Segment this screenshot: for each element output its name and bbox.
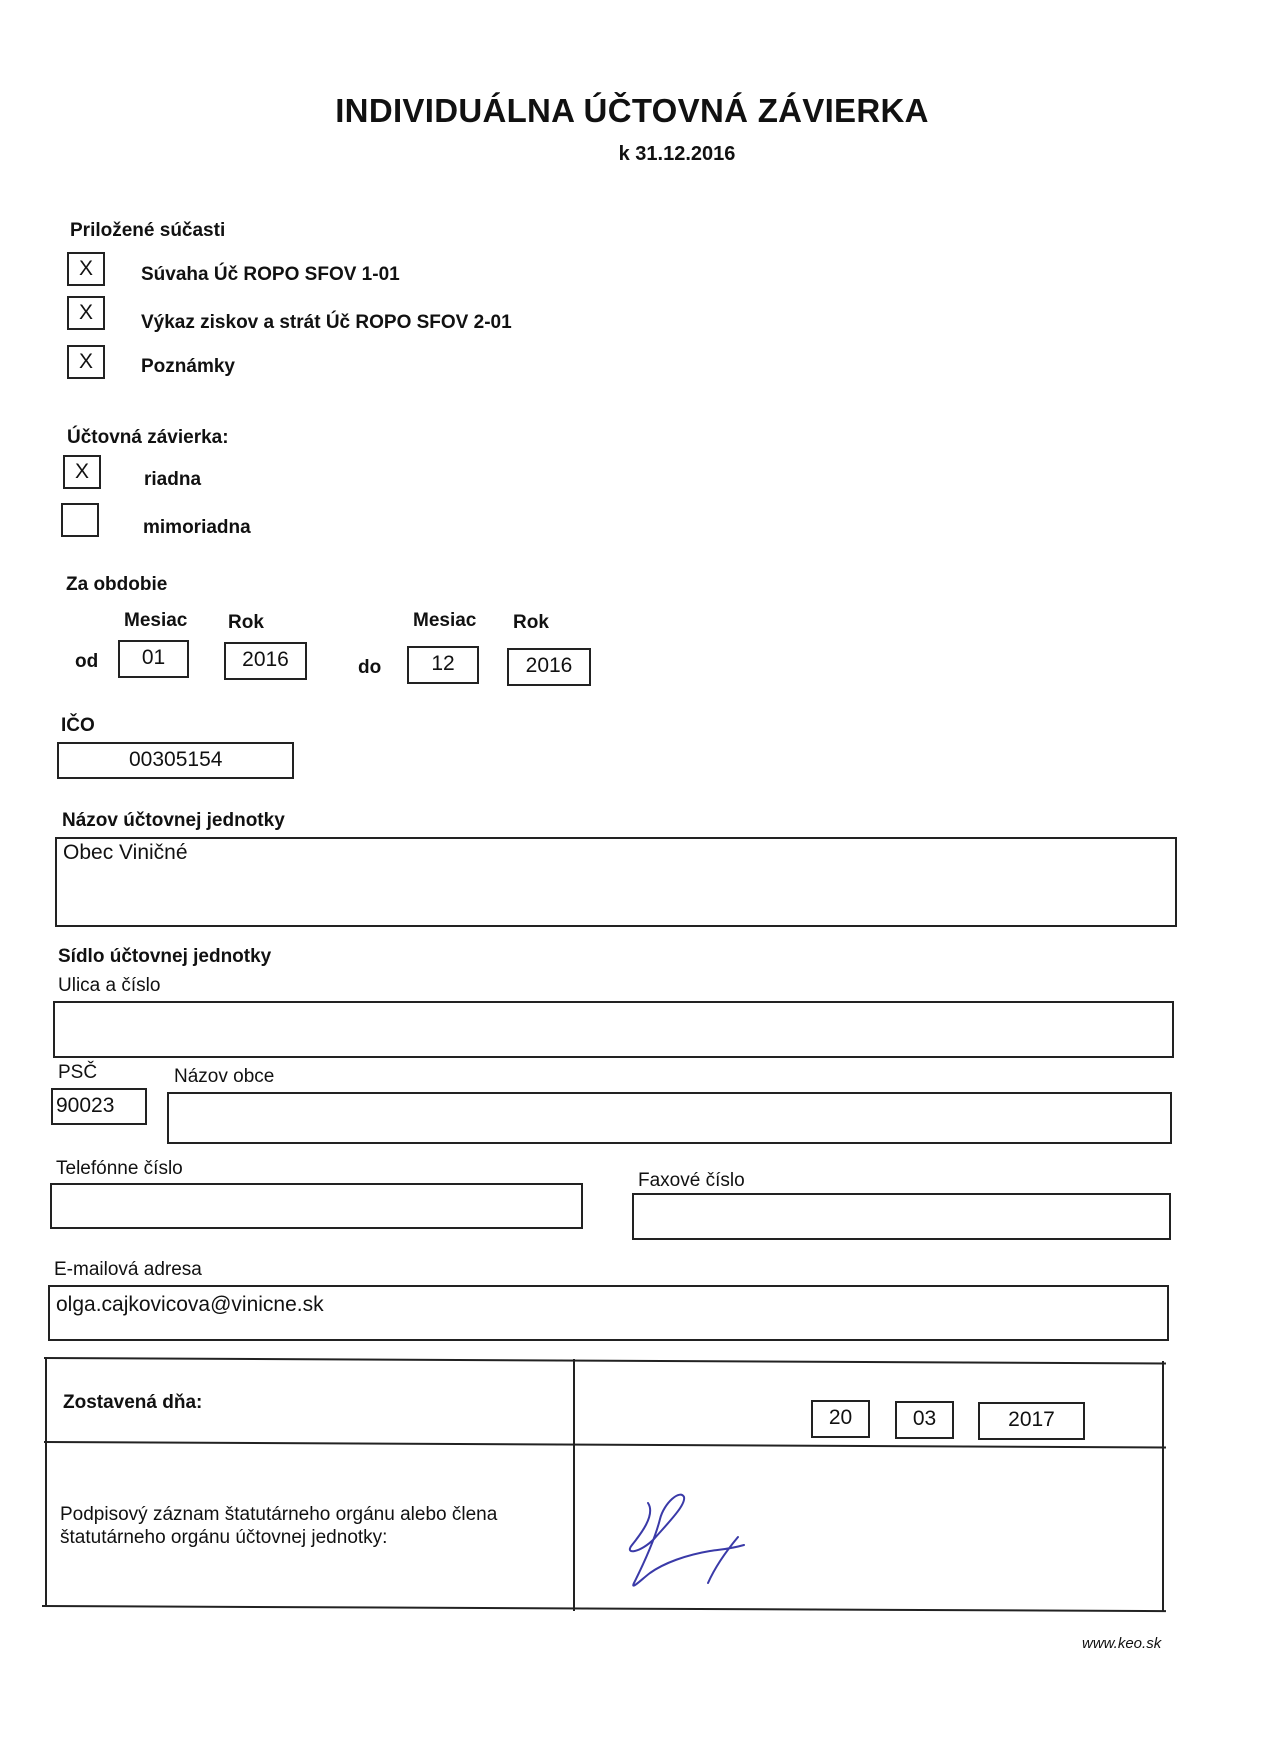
ico-field[interactable]: 00305154 bbox=[57, 742, 294, 779]
compiled-month-field[interactable]: 03 bbox=[895, 1401, 954, 1439]
from-year-field[interactable]: 2016 bbox=[224, 642, 307, 680]
phone-label: Telefónne číslo bbox=[56, 1158, 183, 1179]
table-left-border bbox=[45, 1357, 47, 1607]
psc-field[interactable]: 90023 bbox=[51, 1088, 147, 1125]
entity-name-field[interactable]: Obec Viničné bbox=[55, 837, 1177, 927]
city-field[interactable] bbox=[167, 1092, 1172, 1144]
compiled-day-field[interactable]: 20 bbox=[811, 1400, 870, 1438]
checkbox-profit-loss[interactable]: X bbox=[67, 296, 105, 330]
table-bottom-border bbox=[42, 1605, 1166, 1612]
table-top-border bbox=[44, 1357, 1166, 1364]
footer-source: www.keo.sk bbox=[1082, 1635, 1162, 1652]
to-label: do bbox=[358, 657, 382, 678]
checkbox-balance-sheet[interactable]: X bbox=[67, 252, 105, 286]
handwritten-signature bbox=[620, 1485, 760, 1595]
to-month-label: Mesiac bbox=[413, 610, 477, 631]
psc-label: PSČ bbox=[58, 1062, 98, 1083]
closing-label-extraordinary: mimoriadna bbox=[143, 517, 251, 538]
attachments-heading: Priložené súčasti bbox=[70, 220, 226, 241]
fax-field[interactable] bbox=[632, 1193, 1171, 1240]
to-month-field[interactable]: 12 bbox=[407, 646, 479, 684]
table-right-border bbox=[1162, 1361, 1164, 1611]
entity-name-label: Názov účtovnej jednotky bbox=[62, 810, 285, 831]
signature-record-label: Podpisový záznam štatutárneho orgánu alebo člena štatutárneho orgánu účtovnej jednotky: bbox=[60, 1504, 498, 1548]
to-year-field[interactable]: 2016 bbox=[507, 648, 591, 686]
closing-label-regular: riadna bbox=[144, 469, 202, 490]
attachment-label-profit-loss: Výkaz ziskov a strát Úč ROPO SFOV 2-01 bbox=[141, 312, 512, 333]
city-label: Názov obce bbox=[174, 1066, 275, 1087]
checkbox-extraordinary[interactable] bbox=[61, 503, 99, 537]
document-date: k 31.12.2016 bbox=[618, 143, 736, 165]
compiled-on-label: Zostavená dňa: bbox=[63, 1392, 203, 1413]
phone-field[interactable] bbox=[50, 1183, 583, 1229]
document-title: INDIVIDUÁLNA ÚČTOVNÁ ZÁVIERKA bbox=[335, 92, 929, 129]
table-middle-border bbox=[44, 1441, 1166, 1448]
attachment-label-balance-sheet: Súvaha Úč ROPO SFOV 1-01 bbox=[141, 264, 400, 285]
street-label: Ulica a číslo bbox=[58, 975, 161, 996]
fax-label: Faxové číslo bbox=[638, 1170, 745, 1191]
checkbox-regular[interactable]: X bbox=[63, 455, 101, 489]
from-month-field[interactable]: 01 bbox=[118, 640, 189, 678]
closing-type-heading: Účtovná závierka: bbox=[67, 427, 229, 448]
compiled-year-field[interactable]: 2017 bbox=[978, 1402, 1085, 1440]
table-divider bbox=[573, 1359, 575, 1611]
from-label: od bbox=[75, 651, 99, 672]
email-field[interactable]: olga.cajkovicova@vinicne.sk bbox=[48, 1285, 1169, 1341]
from-month-label: Mesiac bbox=[124, 610, 188, 631]
signature-table bbox=[42, 1355, 1166, 1633]
checkbox-notes[interactable]: X bbox=[67, 345, 105, 379]
attachment-label-notes: Poznámky bbox=[141, 356, 235, 377]
street-field[interactable] bbox=[53, 1001, 1174, 1058]
to-year-label: Rok bbox=[513, 612, 549, 633]
seat-heading: Sídlo účtovnej jednotky bbox=[58, 946, 272, 967]
period-heading: Za obdobie bbox=[66, 574, 168, 595]
from-year-label: Rok bbox=[228, 612, 264, 633]
email-label: E-mailová adresa bbox=[54, 1259, 202, 1280]
ico-label: IČO bbox=[61, 715, 95, 736]
